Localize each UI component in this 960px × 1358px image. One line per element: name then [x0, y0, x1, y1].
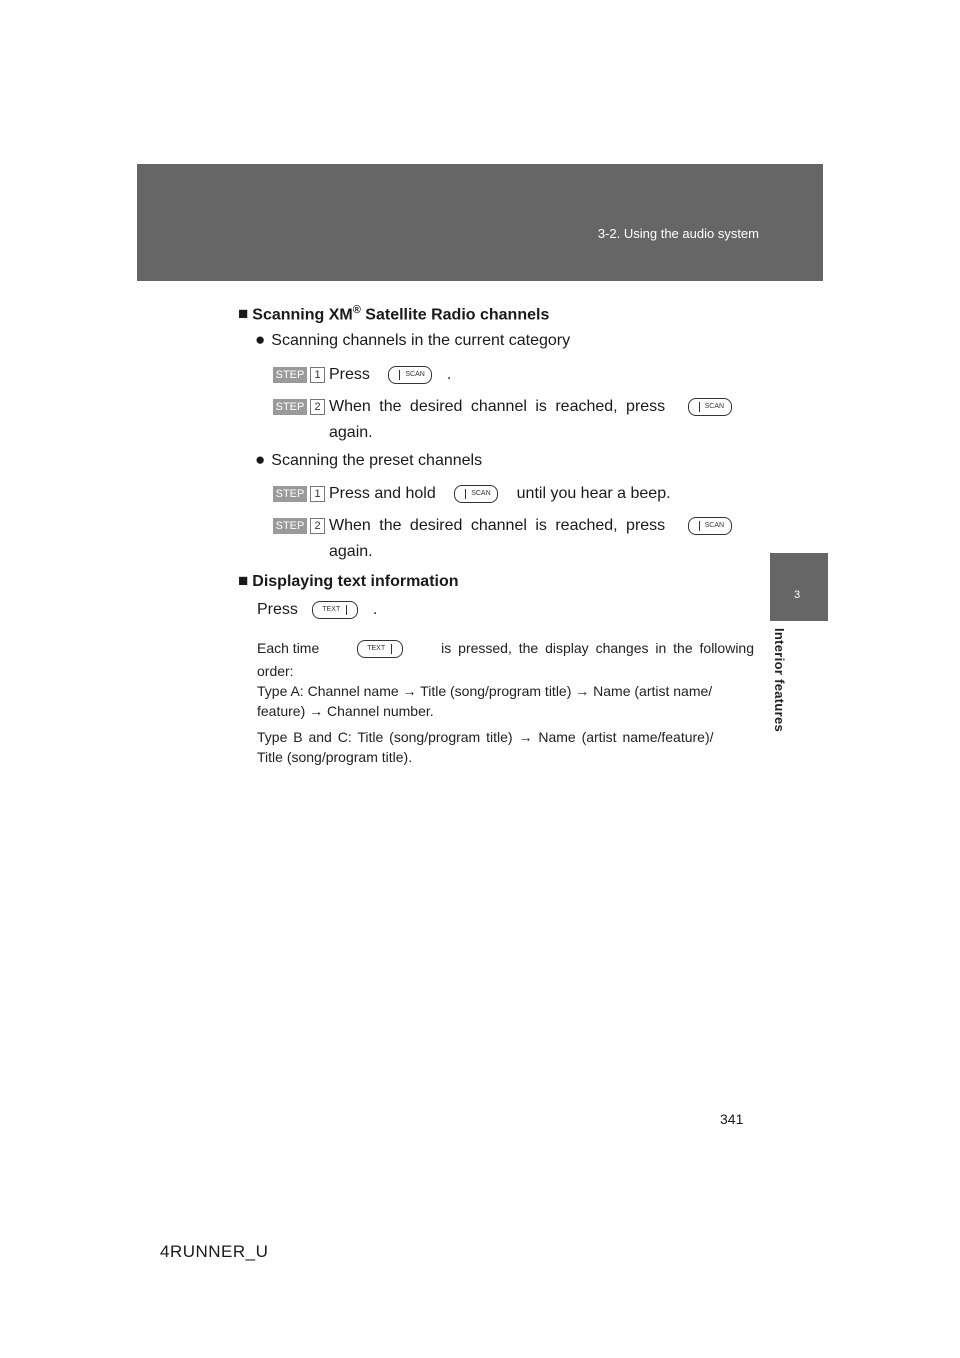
note-display-order: Each time TEXT is pressed, the display changes in the following: [257, 640, 754, 656]
note-type-a-line-2: feature) → Channel number.: [257, 703, 434, 719]
scan-button-icon: SCAN: [454, 485, 498, 503]
note-type-bc-line-2: Title (song/program title).: [257, 749, 413, 765]
step-current-1: STEP 1 Press SCAN .: [273, 366, 451, 384]
note-type-bc-line-1: Type B and C: Title (song/program title) → Name (artist name/feature)/: [257, 729, 714, 745]
scan-button-icon: SCAN: [388, 366, 432, 384]
step-current-2: STEP 2 When the desired channel is reached, press SCAN: [273, 398, 732, 416]
chapter-title: Interior features: [772, 628, 787, 733]
scan-button-icon: SCAN: [688, 517, 732, 535]
step-preset-2-again: again.: [329, 543, 373, 560]
text-info-heading: ■ Displaying text information: [238, 571, 459, 590]
sub-heading-current-category: ● Scanning channels in the current category: [255, 330, 571, 349]
page-number: 341: [720, 1111, 744, 1127]
square-bullet-icon: ■: [238, 571, 249, 590]
square-bullet-icon: ■: [238, 304, 249, 324]
note-order-label: order:: [257, 663, 294, 679]
step-badge: STEP 1: [273, 486, 325, 502]
circle-bullet-icon: ●: [255, 330, 266, 349]
step-badge: STEP 2: [273, 518, 325, 534]
scan-heading: ■ Scanning XM® Satellite Radio channels: [238, 304, 550, 324]
scan-button-icon: SCAN: [688, 398, 732, 416]
chapter-number: 3: [794, 589, 801, 601]
footer-code: 4RUNNER_U: [160, 1242, 269, 1261]
chapter-tab: [770, 553, 828, 621]
circle-bullet-icon: ●: [255, 450, 266, 469]
text-button-icon: TEXT: [312, 601, 358, 619]
note-type-a-line-1: Type A: Channel name → Title (song/program title) → Name (artist name/: [257, 683, 713, 699]
step-badge: STEP 1: [273, 367, 325, 383]
sub-heading-preset: ● Scanning the preset channels: [255, 450, 483, 469]
header-band: [137, 164, 823, 281]
section-title: 3-2. Using the audio system: [597, 226, 759, 241]
step-current-2-again: again.: [329, 424, 373, 441]
text-button-icon: TEXT: [357, 640, 403, 658]
step-badge: STEP 2: [273, 399, 325, 415]
step-preset-1: STEP 1 Press and hold SCAN until you hear a beep.: [273, 485, 671, 503]
press-text-instruction: Press TEXT .: [257, 601, 378, 619]
step-preset-2: STEP 2 When the desired channel is reached, press SCAN: [273, 517, 732, 535]
